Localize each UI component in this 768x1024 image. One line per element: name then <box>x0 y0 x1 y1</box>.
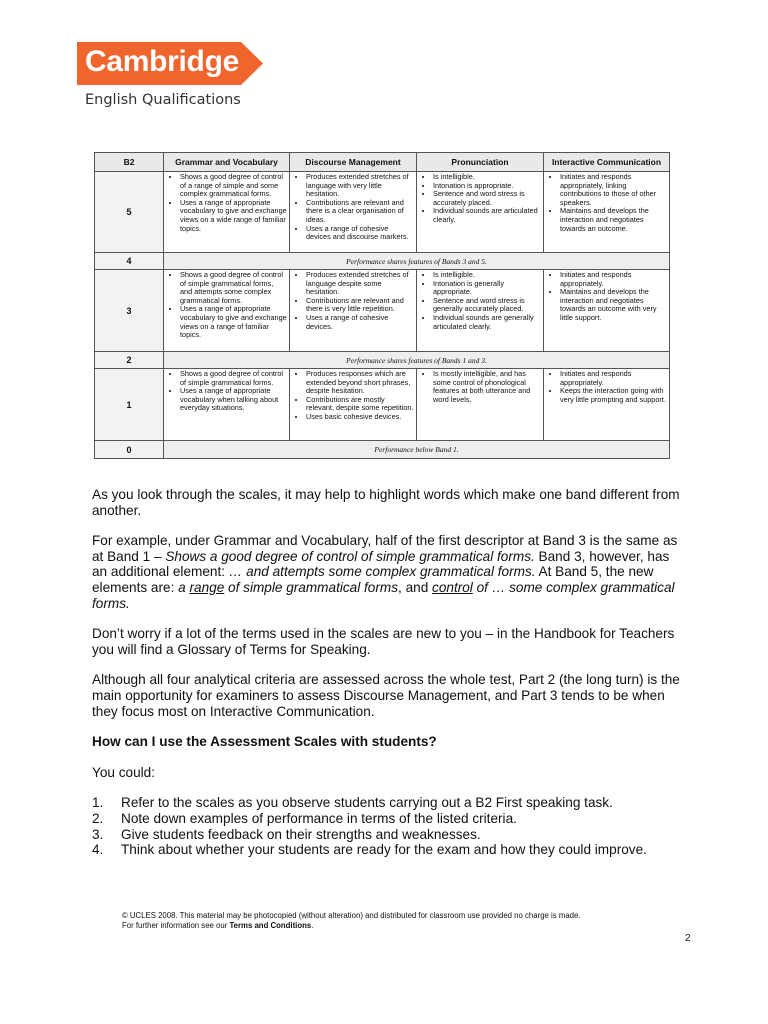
descriptor: • Uses a range of appropriate vocabulary to give and exchange views on a range of familiar topics. <box>180 305 287 339</box>
table-row-band-1 <box>95 369 670 441</box>
list-text: Think about whether your students are ready for the exam and how they could improve. <box>121 842 647 858</box>
italic-run: … and attempts some complex grammatical forms. <box>228 564 536 580</box>
descriptor: • Intonation is appropriate. <box>433 182 541 191</box>
band1-interactive-cell <box>544 369 670 441</box>
table-row-band-2 <box>95 352 670 369</box>
descriptor: • Shows a good degree of control of simple grammatical forms, and attempts some complex grammatical forms. <box>180 271 287 305</box>
band-label: 4 <box>95 253 164 270</box>
descriptor: • Initiates and responds appropriately. <box>560 271 667 288</box>
page-number: 2 <box>685 933 691 944</box>
band1-pronunciation-cell <box>417 369 544 441</box>
header-discourse-management: Discourse Management <box>290 153 417 172</box>
text-run: At Band 5, the new elements are: <box>92 564 654 595</box>
list-item <box>92 842 682 858</box>
table-row-band-3 <box>95 270 670 352</box>
descriptor: • Produces extended stretches of language despite some hesitation. <box>306 271 414 297</box>
body-text <box>92 487 682 858</box>
descriptor: • Individual sounds are articulated clearly. <box>433 207 541 224</box>
italic-run: a <box>178 579 190 595</box>
list-item <box>92 827 682 843</box>
italic-run: Shows a good degree of control of simple grammatical forms. <box>165 548 535 564</box>
terms-and-conditions-link[interactable]: Terms and Conditions <box>229 921 312 930</box>
underlined-italic-run: control <box>432 579 473 595</box>
band3-grammar-cell <box>164 270 290 352</box>
band-label: 1 <box>95 369 164 441</box>
descriptor: • Shows a good degree of control of simple grammatical forms. <box>180 370 287 387</box>
band0-performance: Performance below Band 1. <box>164 441 670 459</box>
table-row-band-0 <box>95 441 670 459</box>
descriptor: • Keeps the interaction going with very little prompting and support. <box>560 387 667 404</box>
band5-grammar-cell <box>164 172 290 253</box>
descriptor: • Uses a range of cohesive devices. <box>306 314 414 331</box>
header-level: B2 <box>95 153 164 172</box>
numbered-list <box>92 795 682 857</box>
descriptor: • Produces responses which are extended beyond short phrases, despite hesitation. <box>306 370 414 396</box>
descriptor: • Contributions are relevant and there is a clear organisation of ideas. <box>306 199 414 225</box>
list-number: 1. <box>92 795 104 811</box>
italic-run: of … some complex grammatical forms. <box>92 579 675 611</box>
text-run: For example, under Grammar and Vocabulary, half of the first descriptor at Band 3 is the same as at Band 1 – <box>92 533 678 564</box>
list-number: 2. <box>92 810 104 826</box>
list-item <box>92 811 682 827</box>
table-row-band-4 <box>95 253 670 270</box>
descriptor: • Sentence and word stress is generally accurately placed. <box>433 297 541 314</box>
list-text: Refer to the scales as you observe students carrying out a B2 First speaking task. <box>121 795 613 811</box>
descriptor: • Initiates and responds appropriately. <box>560 370 667 387</box>
list-item <box>92 795 682 811</box>
copyright-line: © UCLES 2008. This material may be photocopied (without alteration) and distributed for classroom use provided no charge is made. <box>122 911 581 920</box>
band2-shared-features: Performance shares features of Bands 1 and 3. <box>164 352 670 369</box>
descriptor: • Intonation is generally appropriate. <box>433 280 541 297</box>
band-label: 0 <box>95 441 164 459</box>
descriptor: • Uses a range of cohesive devices and discourse markers. <box>306 225 414 242</box>
terms-line <box>122 921 682 931</box>
band5-interactive-cell <box>544 172 670 253</box>
list-text: Note down examples of performance in terms of the listed criteria. <box>121 810 517 826</box>
assessment-scale-table <box>94 152 670 459</box>
text-run: . <box>311 921 314 930</box>
underlined-italic-run: range <box>189 579 225 595</box>
descriptor: • Is intelligible. <box>433 173 541 182</box>
descriptor: • Contributions are relevant and there is very little repetition. <box>306 297 414 314</box>
italic-run: of simple grammatical forms <box>224 579 399 595</box>
descriptor: • Uses a range of appropriate vocabulary to give and exchange views on a wide range of familiar topics. <box>180 199 287 233</box>
paragraph-example <box>92 533 682 611</box>
text-run: , and <box>398 579 433 595</box>
table-header-row <box>95 153 670 172</box>
paragraph-highlight-words: As you look through the scales, it may help to highlight words which make one band different from another. <box>92 487 680 518</box>
copyright-footer <box>122 911 682 931</box>
descriptor: • Individual sounds are generally articulated clearly. <box>433 314 541 331</box>
paragraph-glossary: Don’t worry if a lot of the terms used in the scales are new to you – in the Handbook for Teachers you will find a Glossary of Terms for Speaking. <box>92 626 675 657</box>
descriptor: • Uses a range of appropriate vocabulary when talking about everyday situations. <box>180 387 287 413</box>
descriptor: • Is mostly intelligible, and has some control of phonological features at both utterance and word levels. <box>433 370 541 404</box>
paragraph-criteria: Although all four analytical criteria are assessed across the whole test, Part 2 (the long turn) is the main opportunity for examiners to assess Discourse Management, and Part 3 tends to be when they focus most on Interactive Communication. <box>92 672 680 719</box>
logo-subtitle: English Qualifications <box>85 92 241 108</box>
band3-interactive-cell <box>544 270 670 352</box>
descriptor: • Sentence and word stress is accurately placed. <box>433 190 541 207</box>
band5-discourse-cell <box>290 172 417 253</box>
table-row-band-5 <box>95 172 670 253</box>
descriptor: • Uses basic cohesive devices. <box>306 413 414 422</box>
descriptor: • Is intelligible. <box>433 271 541 280</box>
header-interactive-communication: Interactive Communication <box>544 153 670 172</box>
band1-discourse-cell <box>290 369 417 441</box>
descriptor: • Maintains and develops the interaction and negotiates towards an outcome. <box>560 207 667 233</box>
band3-pronunciation-cell <box>417 270 544 352</box>
band5-pronunciation-cell <box>417 172 544 253</box>
band3-discourse-cell <box>290 270 417 352</box>
text-run: Band 3, however, has an additional element: <box>92 548 670 580</box>
paragraph-you-could: You could: <box>92 764 155 780</box>
band-label: 2 <box>95 352 164 369</box>
header-grammar-vocabulary: Grammar and Vocabulary <box>164 153 290 172</box>
text-run: For further information see our <box>122 921 230 930</box>
descriptor: • Contributions are mostly relevant, despite some repetition. <box>306 396 414 413</box>
band-label: 5 <box>95 172 164 253</box>
descriptor: • Produces extended stretches of language with very little hesitation. <box>306 173 414 199</box>
list-number: 4. <box>92 842 104 858</box>
band4-shared-features: Performance shares features of Bands 3 and 5. <box>164 253 670 270</box>
logo-brand-text: Cambridge <box>85 45 239 78</box>
descriptor: • Maintains and develops the interaction and negotiates towards an outcome with very little support. <box>560 288 667 322</box>
band1-grammar-cell <box>164 369 290 441</box>
descriptor: • Initiates and responds appropriately, linking contributions to those of other speakers. <box>560 173 667 207</box>
descriptor: • Shows a good degree of control of a range of simple and some complex grammatical forms. <box>180 173 287 199</box>
list-number: 3. <box>92 826 104 842</box>
header-pronunciation: Pronunciation <box>417 153 544 172</box>
section-heading: How can I use the Assessment Scales with students? <box>92 734 437 750</box>
list-text: Give students feedback on their strengths and weaknesses. <box>121 826 481 842</box>
band-label: 3 <box>95 270 164 352</box>
